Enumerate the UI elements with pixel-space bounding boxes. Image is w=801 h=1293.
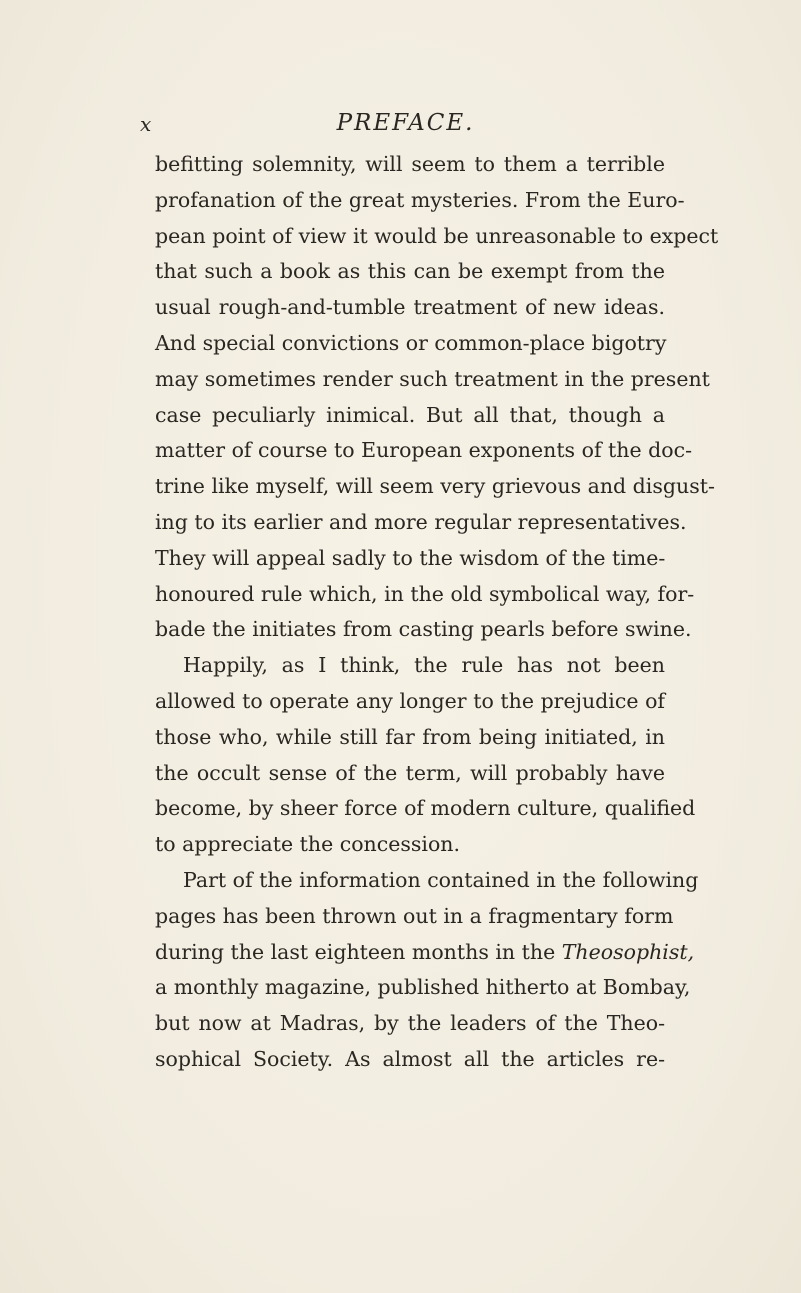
- text-line: trine like myself, will seem very grievous and disgust-: [155, 474, 715, 499]
- text-line: honoured rule which, in the old symbolical way, for-: [155, 581, 695, 606]
- paragraph-first-line: Happily, as I think, the rule has not been: [183, 653, 665, 678]
- italic-term: Theosophist,: [561, 939, 695, 964]
- text-line: pean point of view it would be unreasonable to expect: [155, 223, 719, 248]
- text-line: usual rough-and-tumble treatment of new ideas.: [155, 295, 665, 320]
- text-line: may sometimes render such treatment in the present: [155, 366, 710, 391]
- running-title: PREFACE.: [336, 110, 475, 136]
- text-line: profanation of the great mysteries. From the Euro-: [155, 187, 685, 212]
- text-line: sophical Society. As almost all the articles re-: [155, 1046, 665, 1071]
- text-line: those who, while still far from being initiated, in: [155, 724, 665, 749]
- text-line: case peculiarly inimical. But all that, though a: [155, 402, 665, 427]
- paragraph-first-line: Part of the information contained in the following: [183, 867, 699, 892]
- text-line: They will appeal sadly to the wisdom of the time-: [155, 545, 666, 570]
- text-line: allowed to operate any longer to the prejudice of: [155, 688, 665, 713]
- text-line: become, by sheer force of modern culture, qualified: [155, 796, 696, 821]
- text-line: And special convictions or common-place bigotry: [155, 330, 667, 355]
- text-line: but now at Madras, by the leaders of the Theo-: [155, 1011, 665, 1036]
- page-number: x: [140, 112, 153, 136]
- text-line: befitting solemnity, will seem to them a terrible: [155, 152, 665, 176]
- text-line: the occult sense of the term, will probably have: [155, 760, 665, 785]
- text-line: matter of course to European exponents of the doc-: [155, 438, 693, 463]
- text-segment: during the last eighteen months in the: [155, 939, 562, 964]
- paragraph-last-line: to appreciate the concession.: [155, 832, 461, 857]
- text-line: a monthly magazine, published hitherto at Bombay,: [155, 975, 691, 1000]
- text-line: bade the initiates from casting pearls before swine.: [155, 617, 692, 642]
- page-header: [0, 110, 801, 142]
- text-line: pages has been thrown out in a fragmentary form: [155, 903, 674, 928]
- text-line: ing to its earlier and more regular representatives.: [155, 509, 687, 534]
- body-text: [155, 147, 719, 1078]
- text-line-with-italic: [155, 935, 695, 971]
- text-line: that such a book as this can be exempt from the: [155, 259, 665, 284]
